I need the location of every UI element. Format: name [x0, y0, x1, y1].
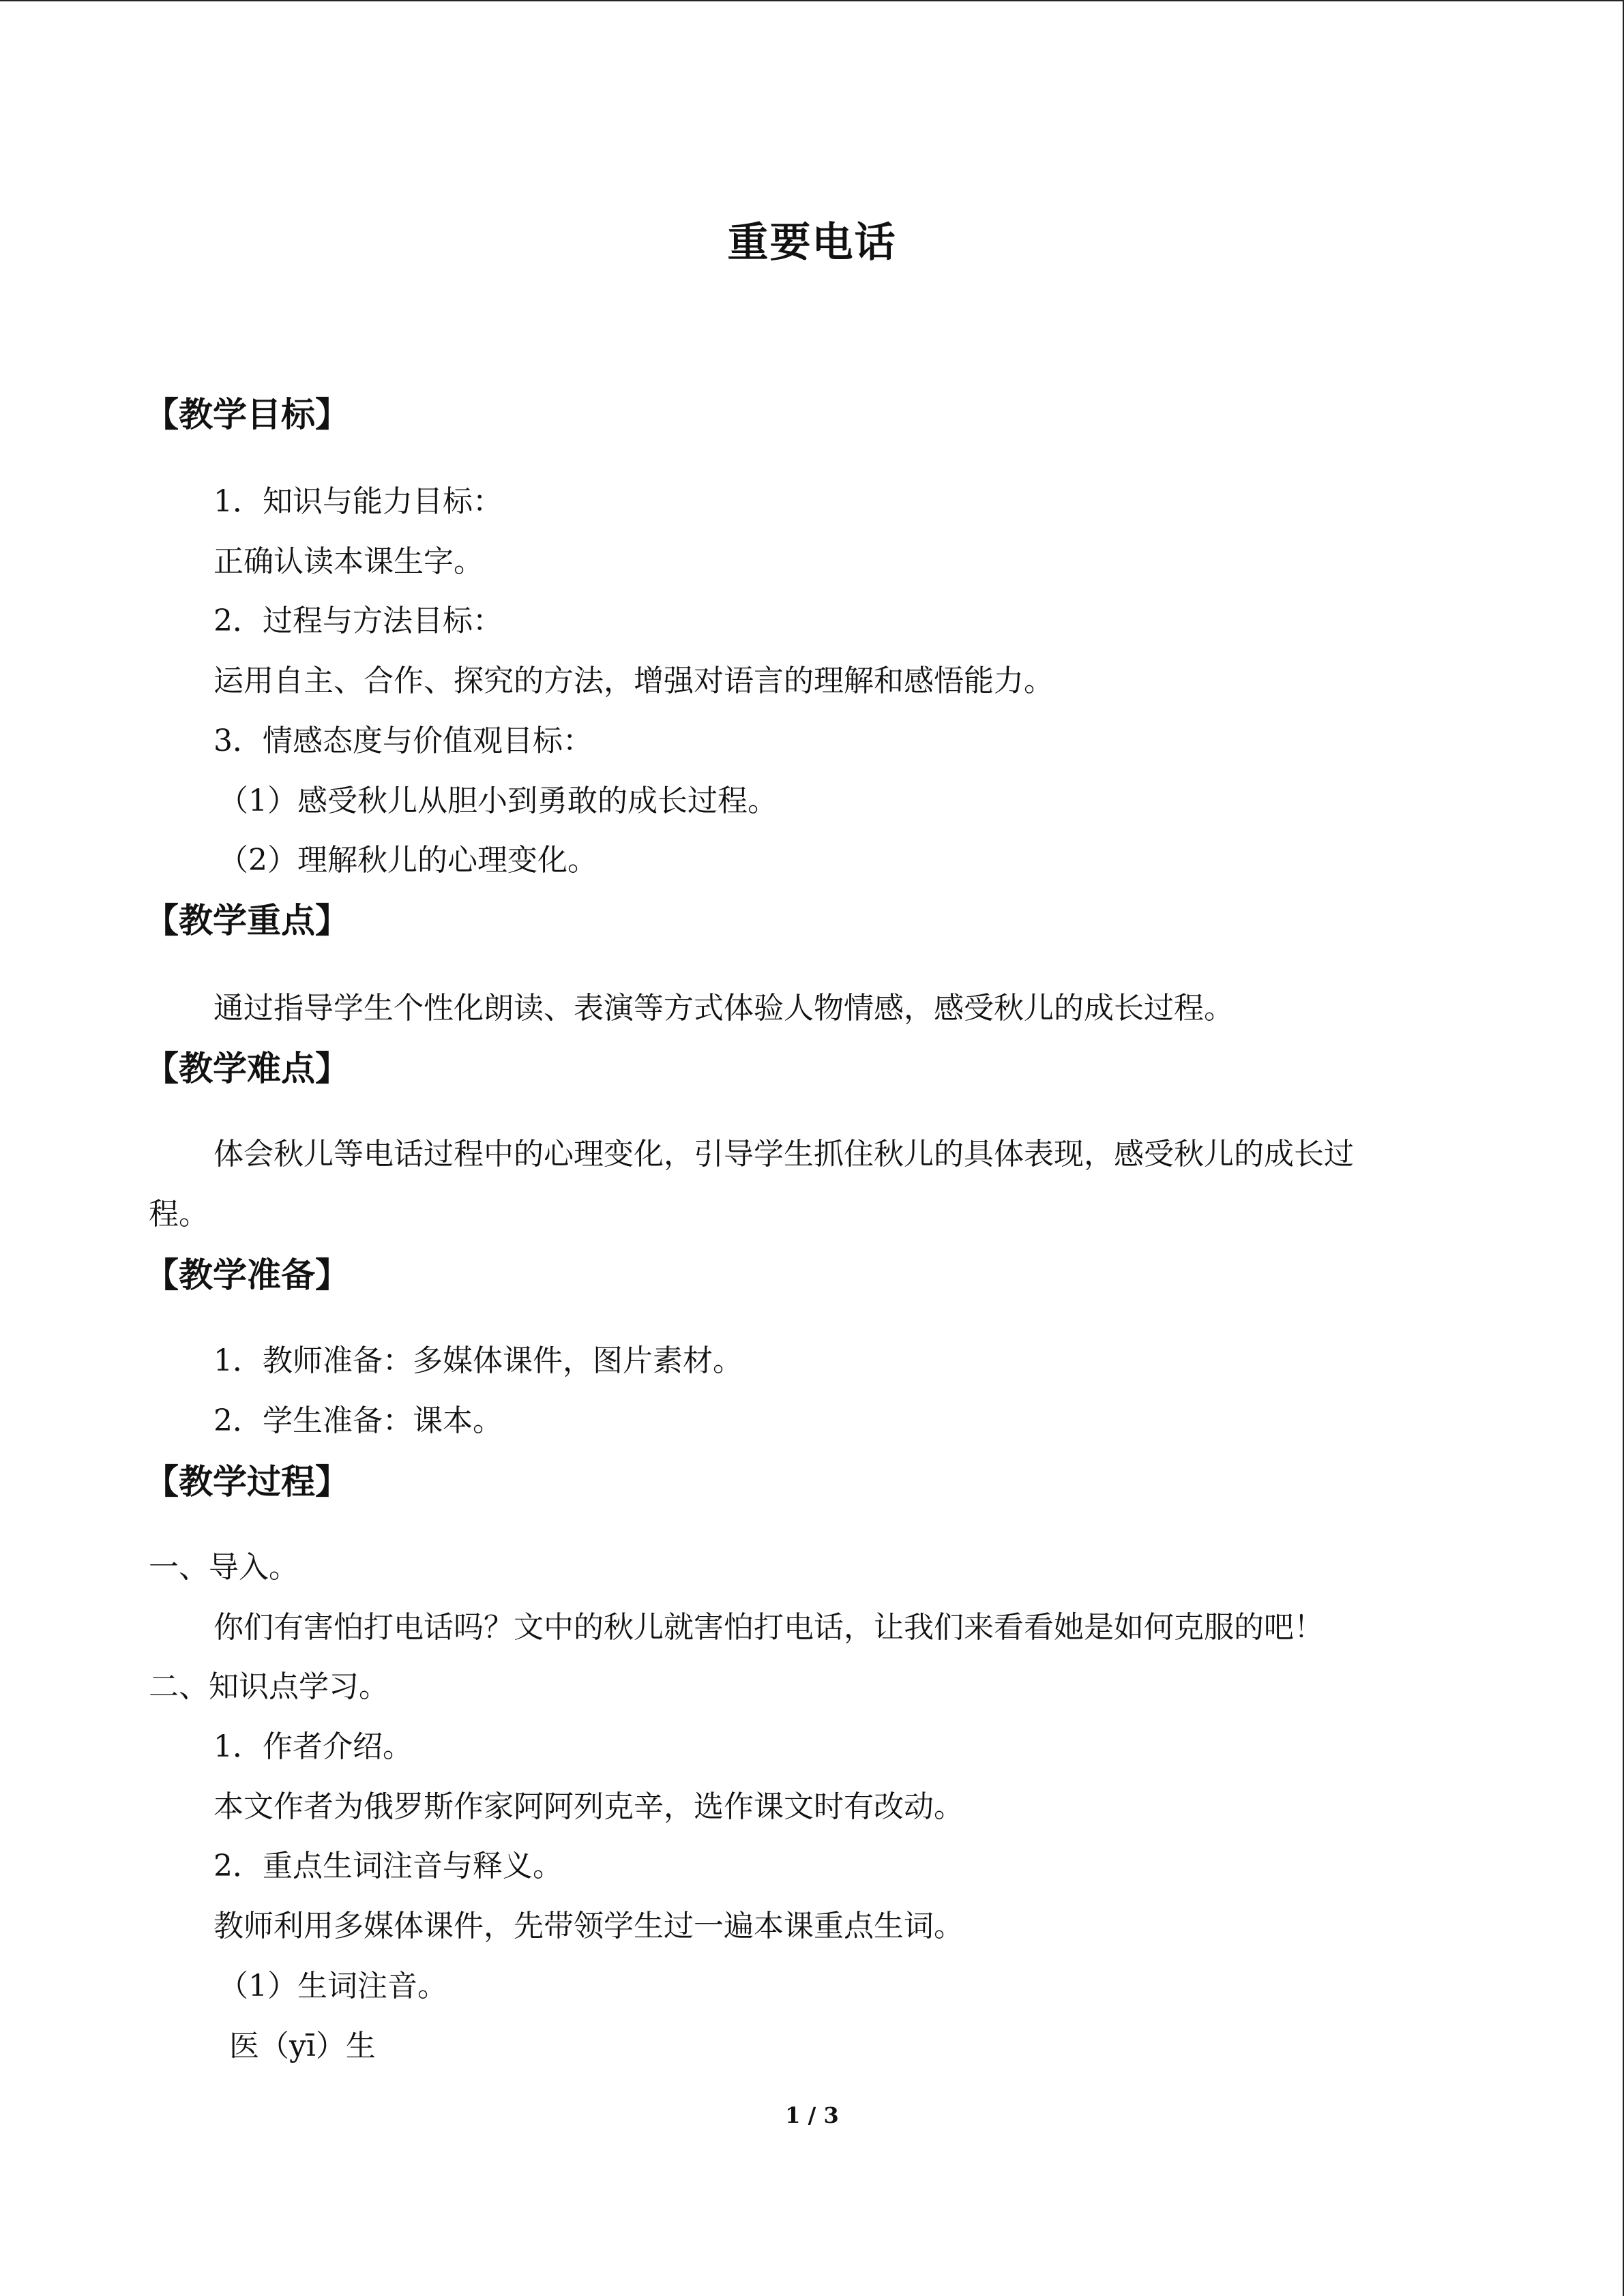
preparation-line: 2．学生准备：课本。 [213, 1403, 503, 1438]
document-title: 重要电话 [727, 219, 897, 267]
goals-line: （2）理解秋儿的心理变化。 [218, 843, 597, 878]
preparation-line: 1．教师准备：多媒体课件，图片素材。 [213, 1343, 743, 1378]
process-line: 教师利用多媒体课件，先带领学生过一遍本课重点生词。 [213, 1909, 964, 1943]
process-line: 医（yī）生 [229, 2029, 376, 2063]
section-heading-process: 【教学过程】 [145, 1462, 349, 1502]
process-line: 二、知识点学习。 [149, 1669, 389, 1704]
section-heading-preparation: 【教学准备】 [145, 1255, 349, 1295]
process-line: （1）生词注音。 [218, 1969, 447, 2003]
goals-line: 运用自主、合作、探究的方法，增强对语言的理解和感悟能力。 [213, 664, 1054, 698]
goals-line: 正确认读本课生字。 [213, 544, 484, 579]
key-points-line: 通过指导学生个性化朗读、表演等方式体验人物情感，感受秋儿的成长过程。 [213, 991, 1234, 1026]
difficulties-line: 程。 [149, 1197, 209, 1232]
goals-line: 2．过程与方法目标： [213, 603, 503, 638]
process-line: 一、导入。 [149, 1550, 299, 1585]
process-line: 你们有害怕打电话吗？文中的秋儿就害怕打电话，让我们来看看她是如何克服的吧！ [213, 1610, 1324, 1645]
difficulties-line: 体会秋儿等电话过程中的心理变化，引导学生抓住秋儿的具体表现，感受秋儿的成长过 [213, 1137, 1354, 1172]
page-number: 1 / 3 [785, 2102, 839, 2128]
section-heading-difficulties: 【教学难点】 [145, 1049, 349, 1088]
process-line: 本文作者为俄罗斯作家阿阿列克辛，选作课文时有改动。 [213, 1789, 964, 1824]
goals-line: 3．情感态度与价值观目标： [213, 724, 593, 758]
section-heading-key-points: 【教学重点】 [145, 901, 349, 940]
goals-line: （1）感受秋儿从胆小到勇敢的成长过程。 [218, 784, 778, 818]
process-line: 2．重点生词注音与释义。 [213, 1849, 563, 1883]
process-line: 1．作者介绍。 [213, 1729, 413, 1764]
goals-line: 1．知识与能力目标： [213, 484, 503, 519]
section-heading-goals: 【教学目标】 [145, 395, 349, 434]
